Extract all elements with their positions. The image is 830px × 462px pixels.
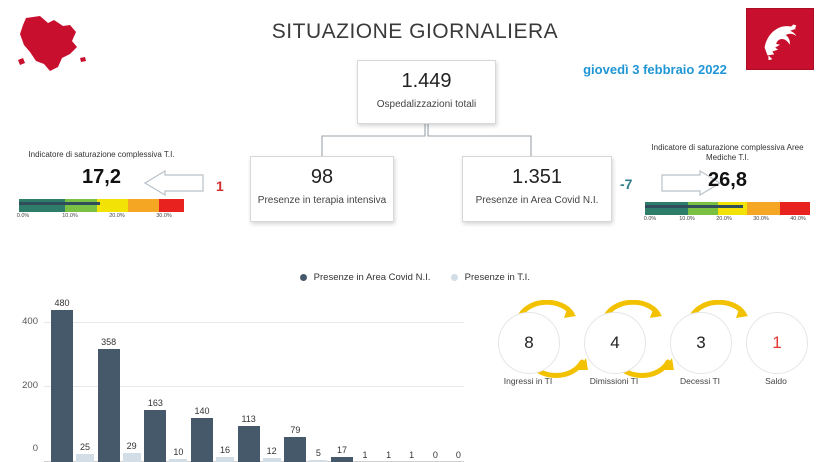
saturation-ti-caption: Indicatore di saturazione complessiva T.I. (28, 150, 175, 159)
bar-area-covid (238, 426, 260, 462)
flow-value-saldo: 1 (772, 333, 782, 352)
y-tick-200: 200 (22, 380, 38, 391)
bar-area-covid (51, 310, 73, 462)
bar-value-label-ti: 1 (362, 449, 368, 460)
bar-value-label-area: 79 (290, 424, 301, 435)
bar-terapia-intensiva (76, 454, 94, 462)
bar-value-label-ti: 0 (455, 450, 461, 460)
flow-label-decessi: Decessi TI (680, 376, 720, 386)
covid-area-value: 1.351 (511, 166, 563, 188)
flow-label-dimissioni: Dimissioni TI (589, 376, 639, 386)
chart-legend (0, 272, 830, 283)
flow-label-saldo: Saldo (765, 376, 787, 386)
total-hospitalizations-box (357, 60, 496, 124)
total-hospitalizations-label: Ospedalizzazioni totali (376, 99, 477, 110)
flow-value-dimissioni: 4 (610, 333, 620, 352)
page-title: SITUAZIONE GIORNALIERA (271, 20, 559, 43)
legend-label-ti: Presenze in T.I. (464, 272, 530, 283)
saturation-indicator-ti (14, 150, 189, 225)
bar-value-label-ti: 25 (79, 442, 90, 453)
legend-label-area: Presenze in Area Covid N.I. (313, 272, 431, 283)
bar-area-covid (191, 418, 213, 462)
saturation-am-ticks: 0.0% 10.0% 20.0% 30.0% 40.0% (643, 216, 806, 222)
saturation-indicator-aree-mediche (640, 143, 815, 228)
covid-area-box (462, 156, 612, 222)
bar-terapia-intensiva (263, 458, 281, 462)
flow-node-decessi (670, 312, 732, 374)
intensive-care-value: 98 (310, 166, 334, 188)
bar-value-label-ti: 12 (266, 446, 277, 457)
saturation-am-caption: Indicatore di saturazione complessiva Aree Mediche T.I. (651, 143, 804, 162)
bar-value-label-ti: 10 (173, 446, 184, 457)
bar-value-label-area: 140 (194, 405, 210, 416)
intensive-care-label: Presenze in terapia intensiva (257, 195, 387, 206)
flow-node-dimissioni (584, 312, 646, 374)
saturation-am-gauge (645, 202, 810, 228)
legend-item-1 (451, 272, 530, 283)
saturation-ti-ticks: 0.0% 10.0% 20.0% 30.0% (16, 213, 172, 219)
bar-value-label-ti: 1 (409, 449, 415, 460)
bar-value-label-area: 480 (54, 297, 70, 308)
saturation-ti-marker (19, 202, 100, 205)
total-hospitalizations-value: 1.449 (401, 70, 452, 92)
y-tick-0: 0 (32, 443, 38, 454)
bar-value-label-area: 113 (241, 414, 256, 425)
saturation-am-marker (645, 205, 743, 208)
legend-swatch-area (300, 274, 307, 281)
bar-value-label-ti: 5 (315, 448, 321, 459)
intensive-care-delta: 1 (216, 178, 224, 194)
covid-area-label: Presenze in Area Covid N.I. (475, 195, 599, 206)
bar-value-label-area: 1 (386, 449, 392, 460)
y-tick-400: 400 (22, 316, 38, 327)
legend-item-0 (300, 272, 430, 283)
saturation-ti-value: 17,2 (82, 166, 121, 188)
bar-value-label-ti: 16 (219, 444, 230, 455)
bar-value-label-area: 0 (432, 450, 438, 460)
report-date: giovedì 3 febbraio 2022 (583, 62, 727, 77)
flow-value-ingressi: 8 (524, 333, 534, 352)
bar-value-label-ti: 29 (126, 440, 137, 451)
saturation-am-value: 26,8 (708, 169, 747, 191)
ti-flow-diagram (478, 300, 823, 392)
legend-swatch-ti (451, 274, 458, 281)
flow-node-saldo (746, 312, 808, 374)
bar-value-label-area: 163 (147, 398, 163, 409)
bar-group-container (44, 297, 464, 462)
flow-value-decessi: 3 (696, 333, 706, 352)
bar-value-label-area: 358 (101, 336, 117, 347)
bar-value-label-area: 17 (336, 444, 347, 455)
bar-terapia-intensiva (123, 453, 141, 462)
covid-area-delta: -7 (620, 176, 633, 192)
bar-terapia-intensiva (216, 457, 234, 462)
hospitalizations-bar-chart (0, 288, 470, 462)
flow-node-ingressi (498, 312, 560, 374)
flow-label-ingressi: Ingressi in TI (503, 376, 553, 386)
saturation-ti-gauge (16, 199, 184, 225)
intensive-care-box (250, 156, 394, 222)
